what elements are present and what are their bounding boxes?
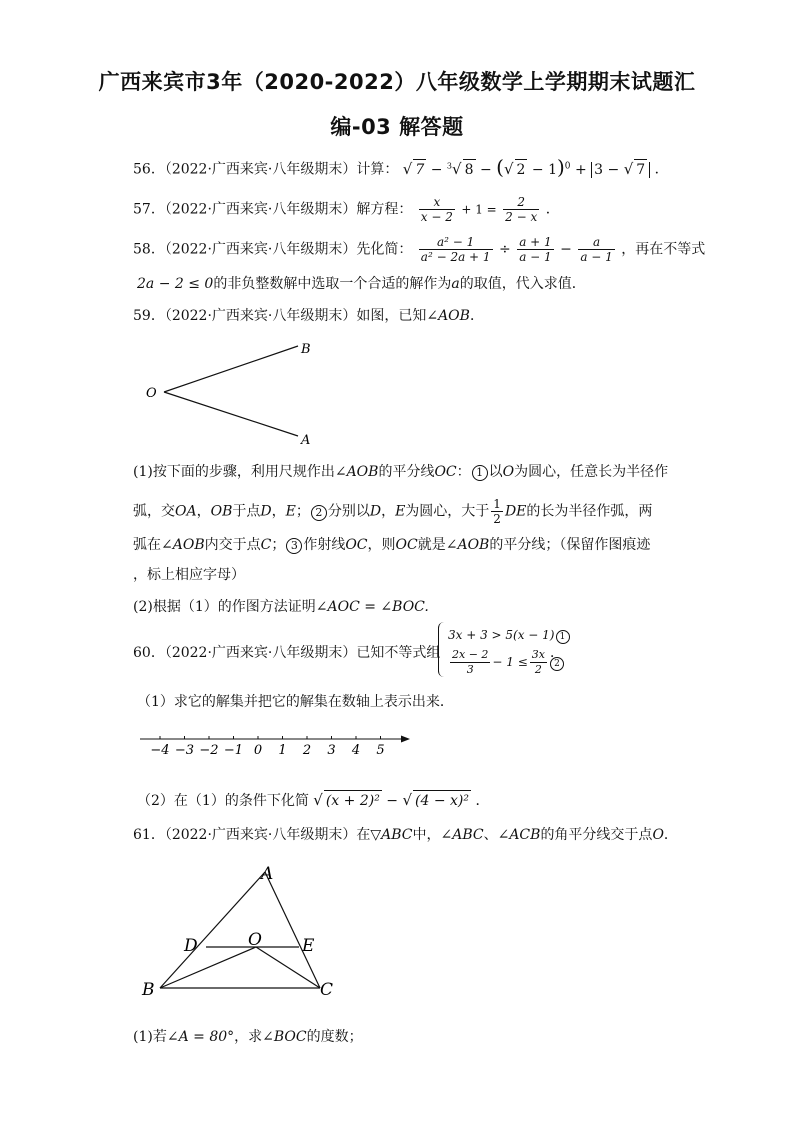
label-c: C (320, 980, 334, 1000)
question-61: 61．（2022·广西来宾·八年级期末）在▽ABC中，∠ABC、∠ACB的角平分线交于点O． (133, 827, 678, 843)
q58-fraction3: $\frac{a}{a - 1}$ (580, 235, 613, 264)
q56-radicand4: 7 (634, 159, 647, 180)
q58-line2-end: 的取值，代入求值． (459, 276, 586, 292)
question-59-part1-line4: ，标上相应字母） (133, 567, 245, 583)
q56-radicand2: 8 (463, 159, 476, 180)
question-59-part1-line3: 弧在∠AOB内交于点C； 3 作射线OC，则OC就是∠AOB的平分线；（保留作图痕迹 (133, 537, 651, 553)
question-59 (133, 306, 484, 326)
q56-prefix: 56．（2022·广西来宾·八年级期末）计算： (133, 161, 399, 178)
label-o: O (146, 386, 157, 401)
number-line-arrow (401, 736, 410, 743)
step-1-marker: 1 (472, 465, 488, 481)
number-line-label: −4 (150, 743, 170, 758)
q57-end: ． (545, 201, 560, 218)
q60-inequality-system: 3x + 3 > 5(x − 1) 1 $\frac{2x - 2}{3}$ − 1 ≤ $\frac{3x}{2}$ 2 (438, 622, 570, 677)
q60-marker2: 2 (550, 657, 564, 671)
question-59-part1-line2: 弧，交OA，OB于点D，E； 2 分别以D，E为圆心，大于 $\frac{1}{2}$ DE的长为半径作弧，两 (133, 497, 653, 526)
question-58-line2 (137, 274, 586, 294)
q58-fraction2: $\frac{a + 1}{a - 1}$ (519, 235, 552, 264)
label-b: B (142, 980, 155, 1000)
q57-fraction2: $\frac{2}{2 - x}$ (505, 195, 538, 224)
q58-prefix: 58．（2022·广西来宾·八年级期末）先化简： (133, 241, 413, 258)
q58-variable: a (451, 276, 460, 292)
label-o: O (248, 930, 262, 950)
q57-prefix: 57．（2022·广西来宾·八年级期末）解方程： (133, 201, 413, 218)
question-57 (133, 195, 560, 224)
step-2-marker: 2 (311, 505, 327, 521)
q56-end: ． (654, 161, 669, 178)
number-line-label: 1 (278, 743, 287, 758)
q56-cube-index: 3 (446, 161, 453, 170)
q60-marker1: 1 (556, 630, 570, 644)
angle-aob-figure (140, 335, 330, 448)
ray-ob (164, 346, 298, 392)
q58-fraction1: $\frac{\text{a² − 1}}{\text{a² − 2a + 1}}$ (420, 235, 491, 264)
q58-inequality: 2a − 2 ≤ 0 (137, 276, 214, 292)
q57-fraction1: $\frac{x}{x - 2}$ (420, 195, 453, 224)
half-fraction: $\frac{1}{2}$ (493, 497, 501, 526)
q60-prefix: 60．（2022·广西来宾·八年级期末）已知不等式组 (133, 645, 441, 661)
q60-row1: 3x + 3 > 5(x − 1) (448, 628, 555, 642)
bisector-bo (160, 947, 256, 988)
number-line-label: −1 (223, 743, 244, 758)
number-line-label: −2 (199, 743, 219, 758)
question-61-part1: (1)若∠A = 80°，求∠BOC的度数； (133, 1029, 363, 1045)
q58-minus: − (560, 241, 572, 258)
question-58 (133, 235, 705, 264)
q56-abs-left: 3 − (594, 161, 620, 178)
q58-line2-text: 的非负整数解中选取一个合适的解作为 (213, 276, 452, 292)
question-59-part1-line1: (1)按下面的步骤，利用尺规作出∠AOB的平分线OC： 1 以O为圆心，任意长为半径作 (133, 464, 669, 480)
q59-end: ． (469, 308, 484, 324)
q56-exponent: 0 (564, 161, 571, 171)
question-60 (133, 643, 440, 663)
q59-angle: ∠AOB (426, 308, 470, 324)
document-title-line1: 广西来宾市3年（2020-2022）八年级数学上学期期末试题汇 (98, 70, 696, 94)
q56-expression: √ 7 − $^3$√ 8 − (√ 2 − 1)$^0$ + 3 − √ 7 (403, 162, 655, 178)
number-line-label: 2 (302, 743, 312, 758)
label-a: A (261, 864, 274, 884)
question-59-part2: (2)根据（1）的作图方法证明∠AOC = ∠BOC. (133, 599, 429, 615)
triangle-abc-figure (140, 862, 340, 1002)
number-line-label: 3 (327, 743, 336, 758)
label-b: B (301, 342, 311, 357)
number-line-label: 0 (253, 743, 263, 758)
document-title-line2: 编-03 解答题 (330, 115, 464, 139)
label-a: A (301, 433, 311, 448)
q56-radicand3: 2 (515, 159, 528, 180)
step-3-marker: 3 (286, 538, 302, 554)
question-60-part1: （1）求它的解集并把它的解集在数轴上表示出来． (137, 694, 454, 710)
label-e: E (302, 936, 315, 956)
question-56 (133, 156, 669, 180)
q56-radicand1: 7 (413, 159, 426, 180)
q58-divide: ÷ (499, 241, 511, 258)
ray-oa (164, 392, 298, 436)
number-line (140, 728, 410, 758)
label-d: D (184, 936, 198, 956)
q59-prefix: 59．（2022·广西来宾·八年级期末）如图，已知 (133, 308, 427, 324)
number-line-label: 4 (351, 743, 361, 758)
q60-row2-mid: − 1 ≤ (492, 655, 528, 669)
number-line-label: 5 (376, 743, 385, 758)
q60-radicand2: (4 − x)² (413, 790, 471, 811)
q58-suffix: ，再在不等式 (621, 241, 706, 258)
question-60-part2: （2）在（1）的条件下化简 √ (x + 2)² − √ (4 − x)² ． (137, 791, 490, 809)
q60-radicand1: (x + 2)² (324, 790, 382, 811)
number-line-label: −3 (174, 743, 195, 758)
q60-end: ． (550, 645, 564, 661)
q57-plus1: + 1 = (461, 202, 497, 217)
